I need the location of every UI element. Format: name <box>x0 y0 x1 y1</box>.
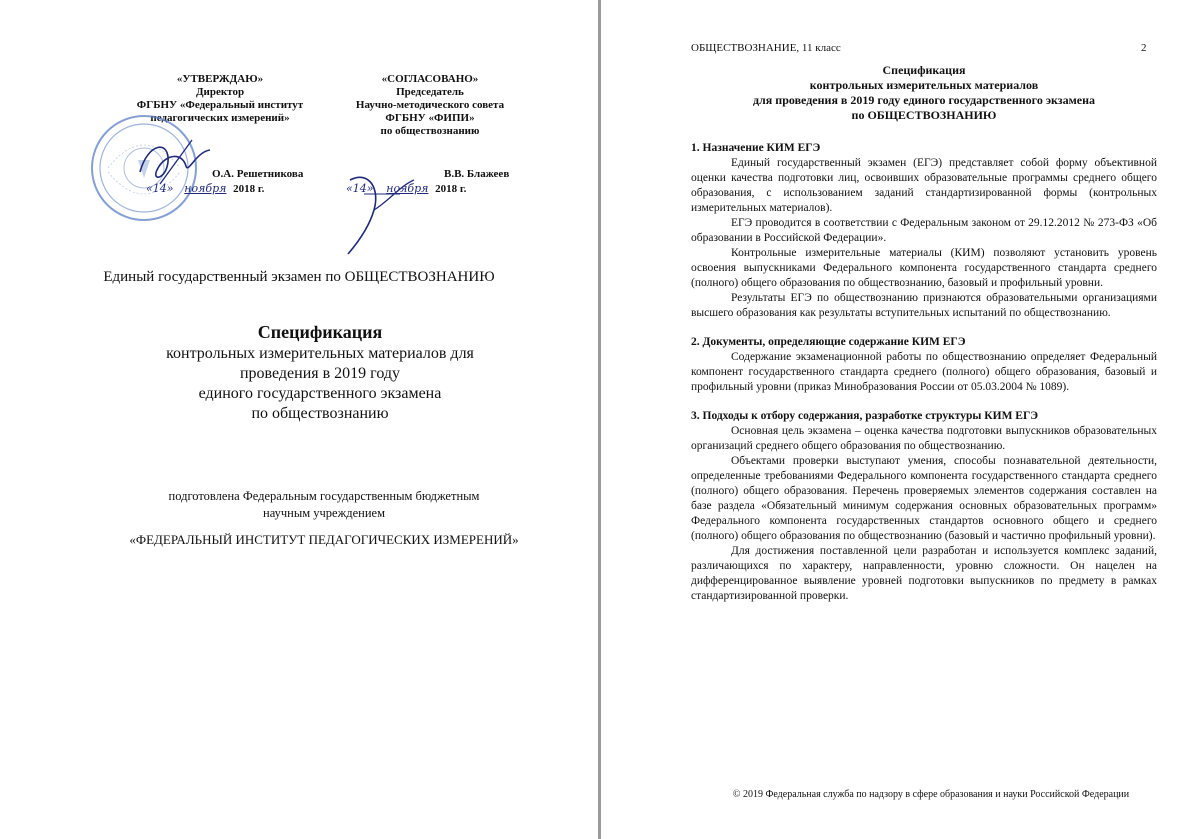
running-header-subject: ОБЩЕСТВОЗНАНИЕ, 11 класс <box>691 42 841 54</box>
spacer <box>691 321 1157 335</box>
director-name: О.А. Решетникова <box>212 168 304 180</box>
approve-heading: «УТВЕРЖДАЮ» <box>176 73 264 85</box>
approve-org-line: ФГБНУ «ФИПИ» <box>385 112 475 124</box>
prepared-by <box>0 488 598 522</box>
date-year: 2018 г. <box>435 183 467 195</box>
director-date <box>146 182 264 195</box>
date-month: ноября <box>184 182 227 195</box>
date-day: «14» <box>346 182 374 195</box>
document-body <box>691 141 1157 604</box>
title-line: для проведения в 2019 году единого государственного экзамена <box>752 93 1095 107</box>
copyright-footer: © 2019 Федеральная служба по надзору в сфере образования и науки Российской Федерации <box>732 789 1130 800</box>
spec-subtitle <box>0 344 598 424</box>
paragraph: Единый государственный экзамен (ЕГЭ) представляет собой форму объективной оценки качества подготовки лиц, освоивших образовательные программы среднего общего образования, с использованием заданий стандартизированной формы (контрольных измерительных материалов). <box>691 157 1157 214</box>
exam-title: Единый государственный экзамен по ОБЩЕСТВОЗНАНИЮ <box>103 269 495 285</box>
spec-subtitle-line: контрольных измерительных материалов для <box>166 345 474 362</box>
paragraph: Объектами проверки выступают умения, способы познавательной деятельности, определенные требованиями Федерального компонента государственного стандарта среднего (полного) общего образования. Перечень проверяемых элементов содержания составлен на базе раздела «Обязательный минимум содержания основных образовательных программ» Федерального компонента государственных стандартов основного общего и среднего (полного) общего образования по обществознанию (базовый и частично профильный уровни). <box>691 455 1157 542</box>
approve-org-line: ФГБНУ «Федеральный институт <box>136 99 304 111</box>
section-heading-1: 1. Назначение КИМ ЕГЭ <box>691 142 821 154</box>
title-line: контрольных измерительных материалов <box>809 78 1039 92</box>
chairman-name: В.В. Блажеев <box>444 168 510 180</box>
date-month: ноября <box>386 182 429 195</box>
approve-role: Директор <box>195 86 245 98</box>
title-line: по ОБЩЕСТВОЗНАНИЮ <box>851 108 997 122</box>
paragraph: Для достижения поставленной цели разработан и используется комплекс заданий, различающихся по характеру, направленности, уровню сложности. Он нацелен на дифференцированное выявление уровней подготовки выпускников по предмету в рамках стандартизированной проверки. <box>691 545 1157 602</box>
document-title <box>687 63 1161 123</box>
paragraph: ЕГЭ проводится в соответствии с Федеральным законом от 29.12.2012 № 273-ФЗ «Об образовании в Российской Федерации». <box>691 217 1157 244</box>
approve-role: Председатель <box>396 86 464 98</box>
institute-name: «ФЕДЕРАЛЬНЫЙ ИНСТИТУТ ПЕДАГОГИЧЕСКИХ ИЗМЕРЕНИЙ» <box>129 532 519 547</box>
paragraph: Результаты ЕГЭ по обществознанию признаются образовательными организациями высшего образования как результаты вступительных испытаний по обществознанию. <box>691 292 1157 319</box>
right-page <box>601 0 1200 839</box>
approve-org-line: по обществознанию <box>380 125 480 137</box>
spec-subtitle-line: по обществознанию <box>251 405 389 422</box>
date-year: 2018 г. <box>233 183 265 195</box>
spacer <box>691 395 1157 409</box>
date-day: «14» <box>146 182 174 195</box>
paragraph: Основная цель экзамена – оценка качества подготовки выпускников образовательных организаций среднего общего образования по обществознанию. <box>691 425 1157 452</box>
spec-subtitle-line: проведения в 2019 году <box>239 365 401 382</box>
paragraph: Контрольные измерительные материалы (КИМ) позволяют установить уровень освоения выпускниками Федерального компонента государственного стандарта среднего (полного) общего образования по обществознанию, базовый и профильный уровни. <box>691 247 1157 289</box>
prepared-line: научным учреждением <box>263 506 385 520</box>
paragraph: Содержание экзаменационной работы по обществознанию определяет Федеральный компонент государственного стандарта среднего (полного) общего образования, базовый и профильный уровни (приказ Минобразования России от 05.03.2004 № 1089). <box>691 351 1157 393</box>
section-heading-2: 2. Документы, определяющие содержание КИМ ЕГЭ <box>691 336 966 348</box>
spec-subtitle-line: единого государственного экзамена <box>198 385 442 402</box>
approval-block-chairman <box>330 73 530 138</box>
approve-org-line: Научно-методического совета <box>355 99 505 111</box>
spec-title: Спецификация <box>257 322 383 342</box>
title-line: Спецификация <box>882 63 966 77</box>
left-page <box>0 0 598 839</box>
page-number: 2 <box>1141 42 1147 54</box>
chairman-date <box>346 182 466 195</box>
section-heading-3: 3. Подходы к отбору содержания, разработке структуры КИМ ЕГЭ <box>691 410 1039 422</box>
prepared-line: подготовлена Федеральным государственным бюджетным <box>168 489 480 503</box>
signature-chairman <box>330 150 440 260</box>
approve-heading: «СОГЛАСОВАНО» <box>381 73 479 85</box>
approve-org-line: педагогических измерений» <box>150 112 290 124</box>
